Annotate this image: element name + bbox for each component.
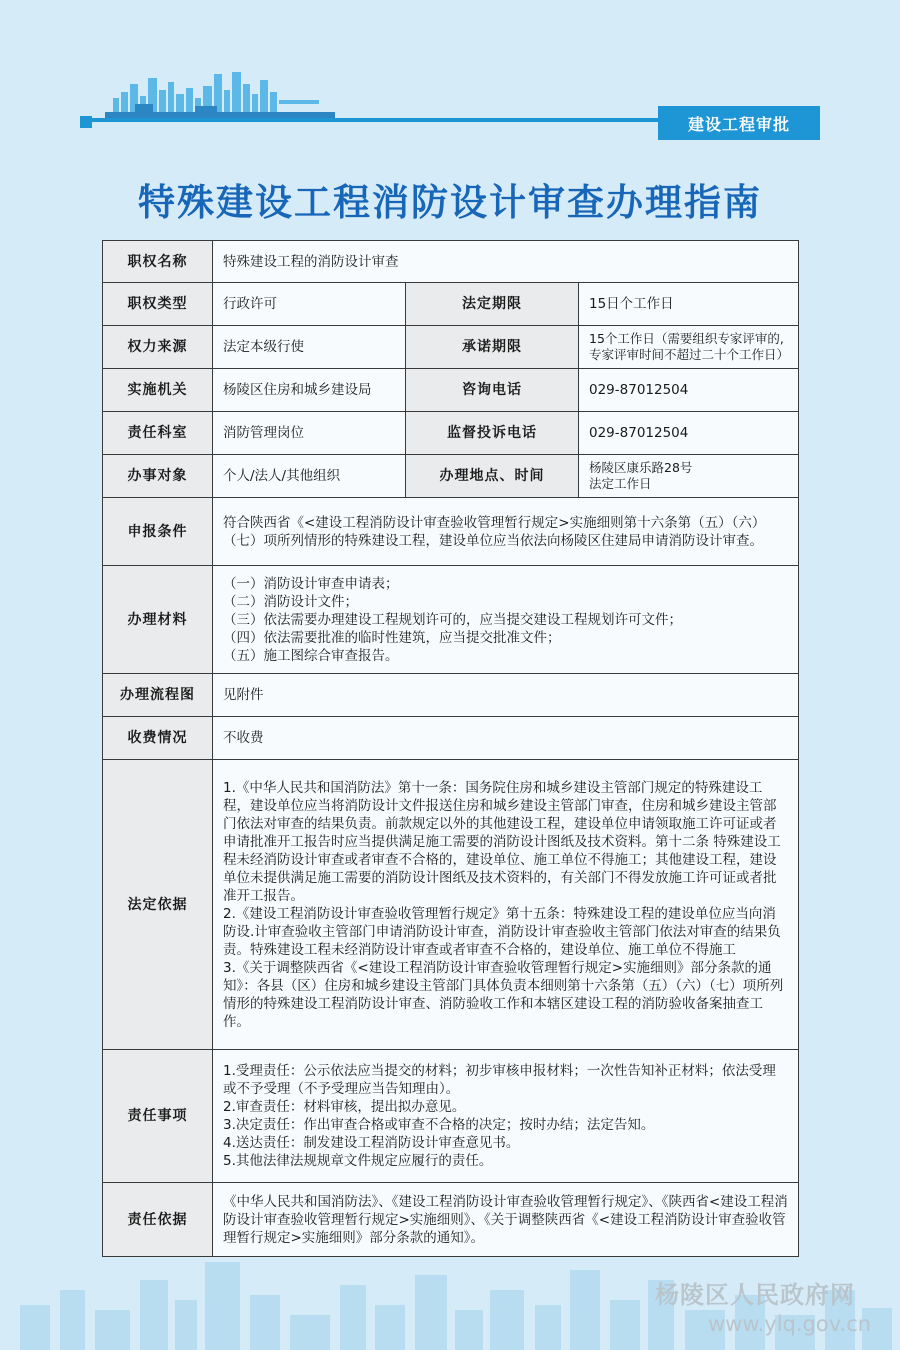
implementing-agency: 杨陵区住房和城乡建设局 (213, 369, 406, 412)
table-row (103, 760, 799, 1050)
basis-item: 2.《建设工程消防设计审查验收管理暂行规定》第十五条：特殊建设工程的建设单位应当向消防设.计审查验收主管部门申请消防设计审查，消防设计审查验收主管部门依法对审查的结果负责。特殊建设工程未经消防设计审查或者审查不合格的，建设单位、施工单位不得施工 (223, 905, 781, 958)
authority-name: 特殊建设工程的消防设计审查 (213, 241, 799, 283)
duty-item: 1.受理责任：公示依法应当提交的材料；初步审核申报材料；一次性告知补正材料；依法受理或不予受理（不予受理应当告知理由）。 (223, 1063, 776, 1097)
row-label: 办事对象 (103, 455, 213, 498)
table-row (103, 674, 799, 717)
promised-period (579, 326, 799, 369)
row-label: 法定依据 (103, 760, 213, 1050)
watermark-site-name: 杨陵区人民政府网 (655, 1281, 855, 1309)
service-location-line: 法定工作日 (589, 476, 652, 491)
fee-info: 不收费 (213, 717, 799, 760)
legal-period: 15日个工作日 (579, 283, 799, 326)
table-row (103, 566, 799, 674)
basis-item: 3.《关于调整陕西省《<建设工程消防设计审查验收管理暂行规定>实施细则》部分条款的通知》：各县（区）住房和城乡建设主管部门具体负责本细则第十六条第（五）（六）（七）项所列情形的特殊建设工程消防设计审查、消防验收工作和本辖区建设工程的消防验收备案抽查工作。 (223, 959, 784, 1030)
table-row (103, 326, 799, 369)
row-label: 责任事项 (103, 1050, 213, 1183)
responsibility-basis: 《中华人民共和国消防法》、《建设工程消防设计审查验收管理暂行规定》、《陕西省<建设工程消防设计审查验收管理暂行规定>实施细则》、《关于调整陕西省《<建设工程消防设计审查验收管理暂行规定>实施细则》部分条款的通知》。 (213, 1183, 799, 1257)
row-label: 申报条件 (103, 498, 213, 566)
row-label: 法定期限 (406, 283, 579, 326)
material-item: （三）依法需要办理建设工程规划许可的，应当提交建设工程规划许可文件； (223, 611, 682, 628)
row-label: 承诺期限 (406, 326, 579, 369)
row-label: 收费情况 (103, 717, 213, 760)
guide-table (102, 240, 799, 1257)
category-tag: 建设工程审批 (658, 106, 820, 140)
service-location-line: 杨陵区康乐路28号 (589, 460, 693, 475)
row-label: 咨询电话 (406, 369, 579, 412)
consult-phone: 029-87012504 (579, 369, 799, 412)
row-label: 办理地点、时间 (406, 455, 579, 498)
duty-item: 4.送达责任：制发建设工程消防设计审查意见书。 (223, 1135, 520, 1151)
application-conditions: 符合陕西省《<建设工程消防设计审查验收管理暂行规定>实施细则第十六条第（五）（六）（七）项所列情形的特殊建设工程，建设单位应当依法向杨陵区住建局申请消防设计审查。 (213, 498, 799, 566)
material-item: （五）施工图综合审查报告。 (223, 647, 399, 664)
material-item: （四）依法需要批准的临时性建筑，应当提交批准文件； (223, 629, 561, 646)
row-label: 职权名称 (103, 241, 213, 283)
promised-period-line: 15个工作日（需要组织专家评审的, (589, 331, 784, 346)
complaint-phone: 029-87012504 (579, 412, 799, 455)
row-label: 责任科室 (103, 412, 213, 455)
city-skyline-graphic (105, 68, 335, 118)
service-target: 个人/法人/其他组织 (213, 455, 406, 498)
authority-type: 行政许可 (213, 283, 406, 326)
duty-item: 2.审查责任：材料审核，提出拟办意见。 (223, 1099, 466, 1115)
header-marker (80, 116, 92, 128)
power-source: 法定本级行使 (213, 326, 406, 369)
row-label: 权力来源 (103, 326, 213, 369)
basis-item: 1.《中华人民共和国消防法》第十一条：国务院住房和城乡建设主管部门规定的特殊建设工程，建设单位应当将消防设计文件报送住房和城乡建设主管部门审查，住房和城乡建设主管部门依法对审查的结果负责。前款规定以外的其他建设工程，建设单位申请领取施工许可证或者申请批准开工报告时应当提供满足施工需要的消防设计图纸及技术资料。第十二条 特殊建设工程未经消防设计审查或者审查不合格的，建设单位、施工单位不得施工；其他建设工程，建设单位未提供满足施工需要的消防设计图纸及技术资料的，有关部门不得发放施工许可证或者批准开工报告。 (223, 779, 781, 904)
legal-basis (213, 760, 799, 1050)
page-title: 特殊建设工程消防设计审查办理指南 (138, 181, 762, 224)
flowchart-note: 见附件 (213, 674, 799, 717)
table-row (103, 283, 799, 326)
table-row (103, 412, 799, 455)
row-label: 职权类型 (103, 283, 213, 326)
row-label: 实施机关 (103, 369, 213, 412)
row-label: 监督投诉电话 (406, 412, 579, 455)
service-location (579, 455, 799, 498)
table-row (103, 241, 799, 283)
watermark-url: www.ylq.gov.cn (708, 1312, 872, 1336)
table-row (103, 498, 799, 566)
responsibilities (213, 1050, 799, 1183)
table-row (103, 1050, 799, 1183)
table-row (103, 369, 799, 412)
table-row (103, 717, 799, 760)
row-label: 责任依据 (103, 1183, 213, 1257)
duty-item: 5.其他法律法规规章文件规定应履行的责任。 (223, 1153, 493, 1169)
required-materials (213, 566, 799, 674)
material-item: （二）消防设计文件； (223, 593, 358, 610)
row-label: 办理材料 (103, 566, 213, 674)
promised-period-line: 专家评审时间不超过二十个工作日） (589, 347, 790, 362)
responsible-dept: 消防管理岗位 (213, 412, 406, 455)
duty-item: 3.决定责任：作出审查合格或审查不合格的决定；按时办结；法定告知。 (223, 1117, 655, 1133)
table-row (103, 1183, 799, 1257)
material-item: （一）消防设计审查申请表； (223, 575, 399, 592)
table-row (103, 455, 799, 498)
row-label: 办理流程图 (103, 674, 213, 717)
